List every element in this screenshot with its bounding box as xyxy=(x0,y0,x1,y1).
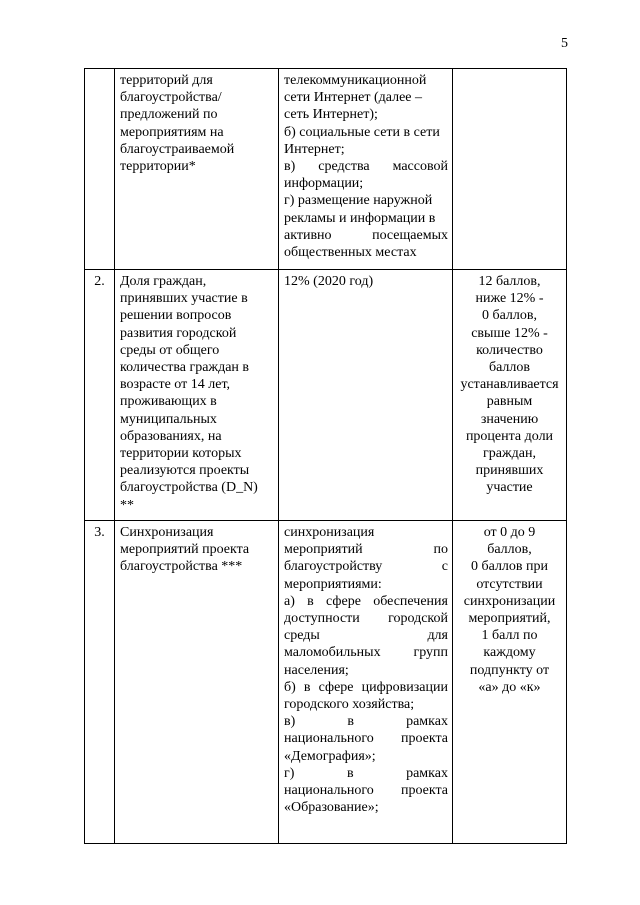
cell-line: г) размещение наружной xyxy=(284,193,433,209)
cell-line: 12% (2020 год) xyxy=(284,274,374,289)
cell-line: мероприятий по xyxy=(284,542,448,558)
cell-line: благоустройства *** xyxy=(120,559,243,575)
cell-line: а) в сфере обеспечения xyxy=(284,593,448,609)
cell-line: б) социальные сети в сети xyxy=(284,124,440,140)
cell-line: сеть Интернет); xyxy=(284,107,378,123)
cell-line: 0 баллов, xyxy=(481,308,538,324)
row-number: 2. xyxy=(94,274,105,289)
cell-line: синхронизация xyxy=(284,525,375,540)
criteria-table xyxy=(84,68,567,844)
cell-line: равным xyxy=(486,394,533,410)
criterion-name-cell xyxy=(115,270,279,521)
cell-line: значению xyxy=(480,411,539,427)
cell-line: рекламы и информации в xyxy=(284,210,436,226)
cell-line: подпункту от xyxy=(469,662,550,678)
cell-line: участие xyxy=(486,480,533,496)
criterion-name-cell xyxy=(115,69,279,270)
cell-line: населения; xyxy=(284,662,349,678)
cell-line: благоустраиваемой xyxy=(120,141,235,157)
cell-line: образованиях, на xyxy=(120,428,222,444)
cell-line: «Образование»; xyxy=(284,800,379,816)
cell-line: устанавливается xyxy=(460,377,559,393)
cell-line: благоустройства (D_N) xyxy=(120,480,258,496)
cell-line: предложений по xyxy=(120,107,218,123)
cell-line: информации; xyxy=(284,176,364,192)
cell-line: территорий для xyxy=(120,73,213,88)
cell-line: б) в сфере цифровизации xyxy=(284,679,448,695)
cell-line: каждому xyxy=(483,645,536,661)
cell-line: от 0 до 9 xyxy=(483,525,536,540)
cell-line: Интернет; xyxy=(284,141,345,157)
cell-line: граждан, xyxy=(483,446,536,462)
cell-line: среды для xyxy=(284,628,448,644)
cell-line: количества граждан в xyxy=(120,360,250,376)
page-number: 5 xyxy=(561,36,568,51)
cell-line: доступности городской xyxy=(284,611,448,627)
cell-line: «Демография»; xyxy=(284,748,376,764)
cell-line: синхронизации xyxy=(463,593,556,609)
cell-line: территории* xyxy=(120,159,196,175)
cell-line: сети Интернет (далее – xyxy=(284,90,423,106)
cell-line: 12 баллов, xyxy=(478,274,541,289)
cell-line: территории которых xyxy=(120,446,242,462)
cell-line: мероприятиями: xyxy=(284,576,382,592)
cell-line: «а» до «к» xyxy=(478,679,541,695)
criterion-name-cell xyxy=(115,521,279,844)
cell-line: благоустройству с xyxy=(284,559,448,575)
cell-line: процента доли xyxy=(465,428,554,444)
cell-line: среды от общего xyxy=(120,342,220,358)
cell-line: баллов xyxy=(488,360,531,376)
cell-line: баллов, xyxy=(487,542,532,558)
cell-line: решении вопросов xyxy=(120,308,232,324)
cell-line: мероприятий, xyxy=(468,611,551,627)
criterion-score-cell xyxy=(453,521,567,844)
row-number-cell xyxy=(85,270,115,521)
cell-line: благоустройства/ xyxy=(120,90,222,106)
cell-line: в) средства массовой xyxy=(284,159,448,175)
cell-line: муниципальных xyxy=(120,411,217,427)
row-number-cell xyxy=(85,521,115,844)
cell-line: мероприятиям на xyxy=(120,124,224,140)
criterion-value-cell xyxy=(279,69,453,270)
cell-line: Доля граждан, xyxy=(120,274,207,289)
cell-line: проживающих в xyxy=(120,394,217,410)
cell-line: развития городской xyxy=(120,325,237,341)
cell-line: г) в рамках xyxy=(284,765,448,781)
cell-line: принявших участие в xyxy=(120,291,248,307)
cell-line: количество xyxy=(476,342,543,358)
cell-line: ** xyxy=(120,497,134,513)
cell-line: реализуются проекты xyxy=(120,463,250,479)
cell-line: отсутствии xyxy=(476,576,543,592)
cell-line: национального проекта xyxy=(284,783,448,799)
criterion-value-cell xyxy=(279,270,453,521)
table-row xyxy=(85,270,567,521)
cell-line: свыше 12% - xyxy=(471,325,548,341)
cell-line: маломобильных групп xyxy=(284,645,448,661)
cell-line: общественных местах xyxy=(284,245,417,261)
table-row xyxy=(85,69,567,270)
cell-line: ниже 12% - xyxy=(475,291,544,307)
cell-line: активно посещаемых xyxy=(284,227,448,243)
cell-line: 0 баллов при xyxy=(470,559,549,575)
row-number-cell xyxy=(85,69,115,270)
criterion-score-cell xyxy=(453,270,567,521)
table-row xyxy=(85,521,567,844)
cell-line: 1 балл по xyxy=(481,628,538,644)
row-number: 3. xyxy=(94,525,105,540)
cell-line: телекоммуникационной xyxy=(284,73,427,88)
criterion-value-cell xyxy=(279,521,453,844)
cell-line: принявших xyxy=(475,463,544,479)
criterion-score-cell xyxy=(453,69,567,270)
cell-line: возрасте от 14 лет, xyxy=(120,377,231,393)
cell-line: национального проекта xyxy=(284,731,448,747)
cell-line: мероприятий проекта xyxy=(120,542,250,558)
cell-line: Синхронизация xyxy=(120,525,214,540)
cell-line: в) в рамках xyxy=(284,714,448,730)
cell-line: городского хозяйства; xyxy=(284,697,415,713)
